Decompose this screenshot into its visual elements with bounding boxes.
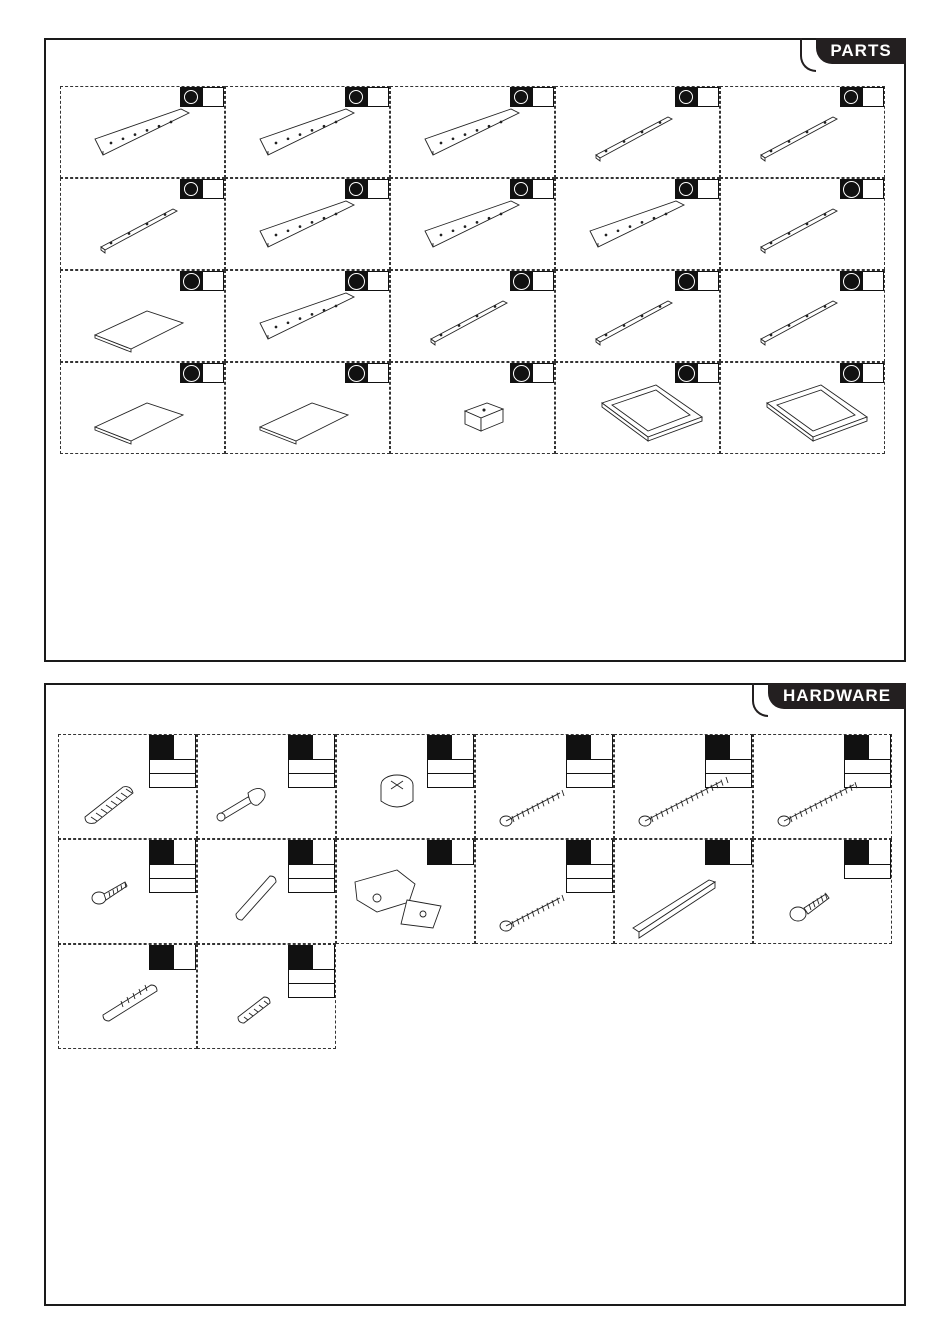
panel-icon xyxy=(391,87,556,179)
hardware-cell xyxy=(58,734,197,839)
short-screw-icon xyxy=(59,840,198,945)
frame-icon xyxy=(721,363,886,455)
part-cell xyxy=(555,270,720,362)
wood-dowel-icon xyxy=(59,735,198,840)
hardware-cell xyxy=(336,734,475,839)
panel-icon xyxy=(61,87,226,179)
screw-icon xyxy=(476,735,615,840)
hardware-cell xyxy=(475,734,614,839)
parts-tab-decoration xyxy=(800,38,816,72)
part-cell xyxy=(720,178,885,270)
rail-icon xyxy=(61,179,226,271)
rail-icon xyxy=(721,179,886,271)
part-cell xyxy=(225,270,390,362)
part-cell xyxy=(60,178,225,270)
hardware-tab-decoration xyxy=(752,683,768,717)
board-icon xyxy=(61,363,226,455)
rail-icon xyxy=(391,271,556,363)
panel-icon xyxy=(556,179,721,271)
part-cell xyxy=(390,362,555,454)
panel-icon xyxy=(226,179,391,271)
part-cell xyxy=(555,86,720,178)
rail-profile-icon xyxy=(615,840,754,945)
hardware-panel xyxy=(44,683,906,1306)
rail-icon xyxy=(556,87,721,179)
hardware-cell xyxy=(336,839,475,944)
hardware-title: HARDWARE xyxy=(768,683,906,709)
rail-icon xyxy=(721,271,886,363)
wall-plug-icon xyxy=(59,945,198,1050)
panel-icon xyxy=(391,179,556,271)
panel-icon xyxy=(226,271,391,363)
part-cell xyxy=(720,270,885,362)
cam-lock-icon xyxy=(337,735,476,840)
part-cell xyxy=(60,270,225,362)
frame-icon xyxy=(556,363,721,455)
cam-bolt-icon xyxy=(198,735,337,840)
hinge-icon xyxy=(337,840,476,945)
rail-icon xyxy=(721,87,886,179)
hardware-cell xyxy=(197,734,336,839)
hardware-cell xyxy=(753,734,892,839)
long-screw-icon xyxy=(615,735,754,840)
parts-panel xyxy=(44,38,906,662)
block-icon xyxy=(391,363,556,455)
part-cell xyxy=(390,270,555,362)
part-cell xyxy=(225,362,390,454)
part-cell xyxy=(720,86,885,178)
part-cell xyxy=(390,86,555,178)
board-icon xyxy=(61,271,226,363)
hardware-cell xyxy=(58,839,197,944)
hardware-cell xyxy=(753,839,892,944)
hardware-cell xyxy=(614,839,753,944)
hardware-cell xyxy=(197,944,336,1049)
panel-icon xyxy=(226,87,391,179)
hardware-cell xyxy=(475,839,614,944)
machine-screw-icon xyxy=(754,840,893,945)
part-cell xyxy=(60,86,225,178)
screw-icon xyxy=(476,840,615,945)
part-cell xyxy=(720,362,885,454)
hardware-cell xyxy=(58,944,197,1049)
wood-screw-icon xyxy=(754,735,893,840)
pin-icon xyxy=(198,840,337,945)
parts-title: PARTS xyxy=(816,38,906,64)
rail-icon xyxy=(556,271,721,363)
part-cell xyxy=(225,178,390,270)
part-cell xyxy=(225,86,390,178)
small-dowel-icon xyxy=(198,945,337,1050)
part-cell xyxy=(555,362,720,454)
hardware-cell xyxy=(614,734,753,839)
part-cell xyxy=(60,362,225,454)
hardware-cell xyxy=(197,839,336,944)
part-cell xyxy=(555,178,720,270)
board-icon xyxy=(226,363,391,455)
part-cell xyxy=(390,178,555,270)
